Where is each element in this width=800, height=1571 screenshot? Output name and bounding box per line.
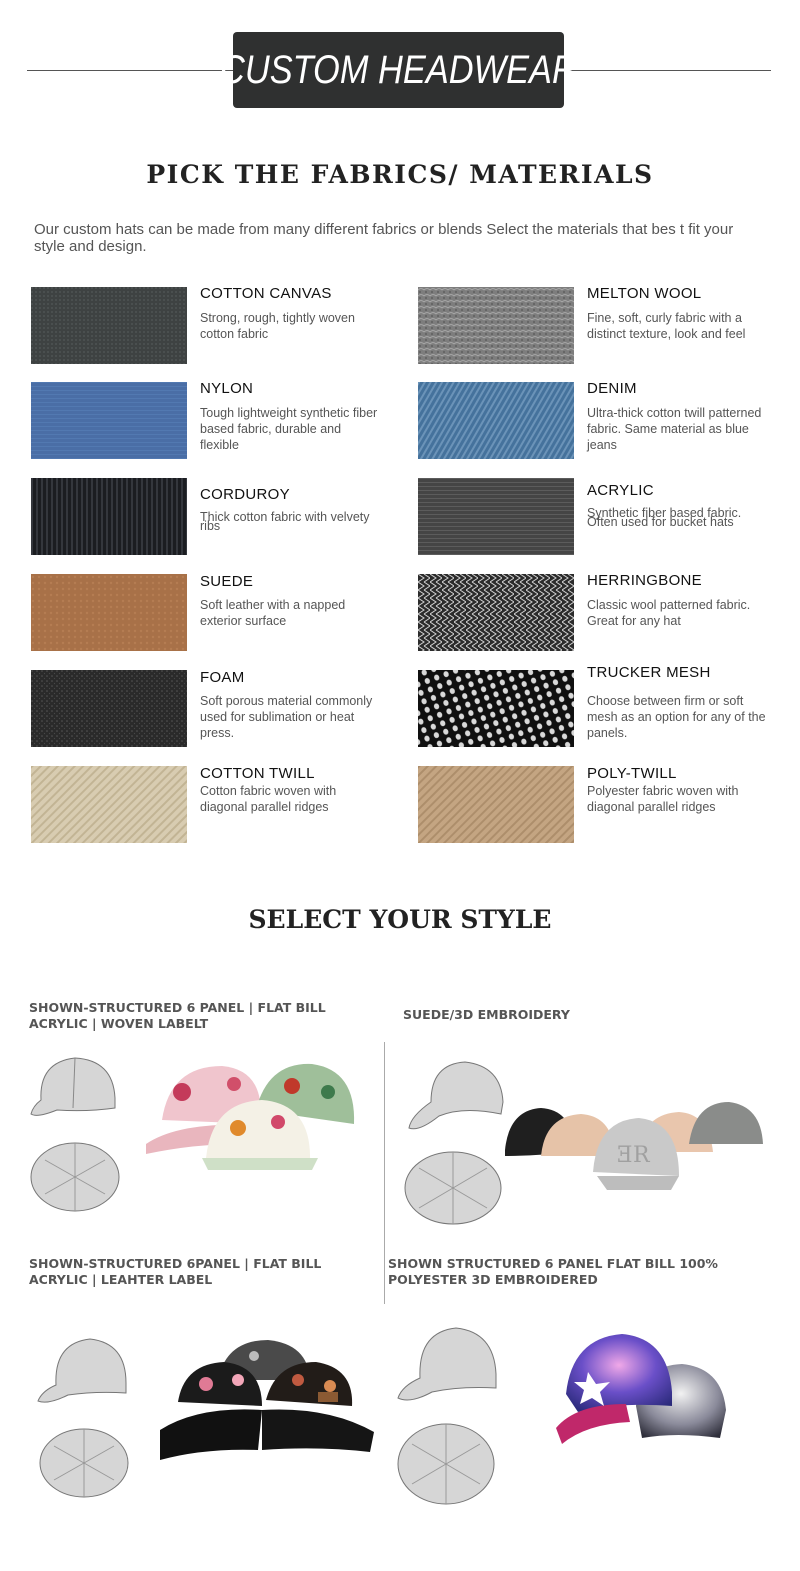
style-3-label — [29, 1256, 321, 1288]
foam-swatch — [31, 670, 187, 747]
suede-desc: Soft leather with a napped exterior surface — [200, 598, 346, 628]
style-3-floral-caps-photo — [158, 1340, 376, 1462]
style-4-galaxy-caps-photo — [556, 1332, 732, 1460]
corduroy-desc: Thick cotton fabric with velvety ribs — [200, 510, 370, 533]
herringbone-swatch — [418, 574, 574, 651]
style-4-label-line1: SHOWN STRUCTURED 6 PANEL FLAT BILL 100% — [388, 1256, 718, 1271]
style-3-label-line1: SHOWN-STRUCTURED 6PANEL | FLAT BILL — [29, 1256, 322, 1271]
fabrics-intro: Our custom hats can be made from many different fabrics or blends Select the materials that bes t fit your style and design. — [34, 221, 734, 255]
svg-text:ƎR: ƎR — [617, 1143, 650, 1168]
style-3-label-line2: ACRYLIC | LEAHTER LABEL — [29, 1272, 213, 1287]
style-divider — [384, 1042, 385, 1304]
suede-swatch — [31, 574, 187, 651]
herringbone-name: HERRINGBONE — [587, 572, 702, 589]
acrylic-desc: Synthetic fiber based fabric. Often used for bucket hats — [587, 506, 742, 529]
fabrics-section-title: PICK THE FABRICS/ MATERIALS — [146, 160, 654, 189]
style-2-suede-caps-photo — [503, 1100, 765, 1195]
herringbone-desc: Classic wool patterned fabric. Great for any hat — [587, 598, 751, 628]
melton-wool-desc: Fine, soft, curly fabric with a distinct texture, look and feel — [587, 311, 746, 341]
denim-swatch — [418, 382, 574, 459]
poly-twill-desc: Polyester fabric woven with diagonal parallel ridges — [587, 784, 739, 814]
banner-divider-left — [27, 70, 233, 71]
denim-name: DENIM — [587, 380, 637, 397]
poly-twill-name: POLY-TWILL — [587, 765, 677, 782]
cotton-twill-name: COTTON TWILL — [200, 765, 315, 782]
foam-name: FOAM — [200, 669, 245, 686]
style-2-cap-sketch — [403, 1058, 508, 1230]
style-1-label — [29, 1000, 326, 1032]
style-4-label-line2: POLYESTER 3D EMBROIDERED — [388, 1272, 598, 1287]
acrylic-name: ACRYLIC — [587, 482, 654, 499]
melton-wool-name: MELTON WOOL — [587, 285, 702, 302]
melton-wool-swatch — [418, 287, 574, 364]
trucker-mesh-desc: Choose between firm or soft mesh as an option for any of the panels. — [587, 694, 766, 740]
cotton-canvas-desc: Strong, rough, tightly woven cotton fabric — [200, 311, 355, 341]
foam-desc: Soft porous material commonly used for sublimation or heat press. — [200, 694, 373, 740]
acrylic-swatch — [418, 478, 574, 555]
corduroy-swatch — [31, 478, 187, 555]
suede-name: SUEDE — [200, 573, 254, 590]
style-section-title: SELECT YOUR STYLE — [248, 905, 552, 934]
style-1-floral-caps-photo — [142, 1062, 360, 1174]
denim-desc: Ultra-thick cotton twill patterned fabric. Same material as blue jeans — [587, 406, 762, 452]
banner — [220, 32, 577, 108]
cotton-canvas-swatch — [31, 287, 187, 364]
cotton-twill-desc: Cotton fabric woven with diagonal parallel ridges — [200, 784, 337, 814]
trucker-mesh-swatch — [418, 670, 574, 747]
banner-title: CUSTOM HEADWEAR — [220, 47, 577, 92]
nylon-desc: Tough lightweight synthetic fiber based fabric, durable and flexible — [200, 406, 378, 452]
corduroy-name: CORDUROY — [200, 486, 290, 503]
cotton-canvas-name: COTTON CANVAS — [200, 285, 332, 302]
style-3-cap-sketch — [36, 1333, 132, 1503]
cotton-twill-swatch — [31, 766, 187, 843]
style-4-cap-sketch — [396, 1326, 500, 1508]
nylon-swatch — [31, 382, 187, 459]
style-4-label — [388, 1256, 718, 1288]
poly-twill-swatch — [418, 766, 574, 843]
style-1-label-line1: SHOWN-STRUCTURED 6 PANEL | FLAT BILL — [29, 1000, 326, 1015]
style-2-label — [403, 1007, 570, 1023]
style-1-cap-sketch — [27, 1052, 122, 1222]
banner-divider-right — [564, 70, 771, 71]
style-1-label-line2: ACRYLIC | WOVEN LABELT — [29, 1016, 209, 1031]
style-2-label-line1: SUEDE/3D EMBROIDERY — [403, 1007, 570, 1022]
trucker-mesh-name: TRUCKER MESH — [587, 664, 711, 681]
nylon-name: NYLON — [200, 380, 254, 397]
